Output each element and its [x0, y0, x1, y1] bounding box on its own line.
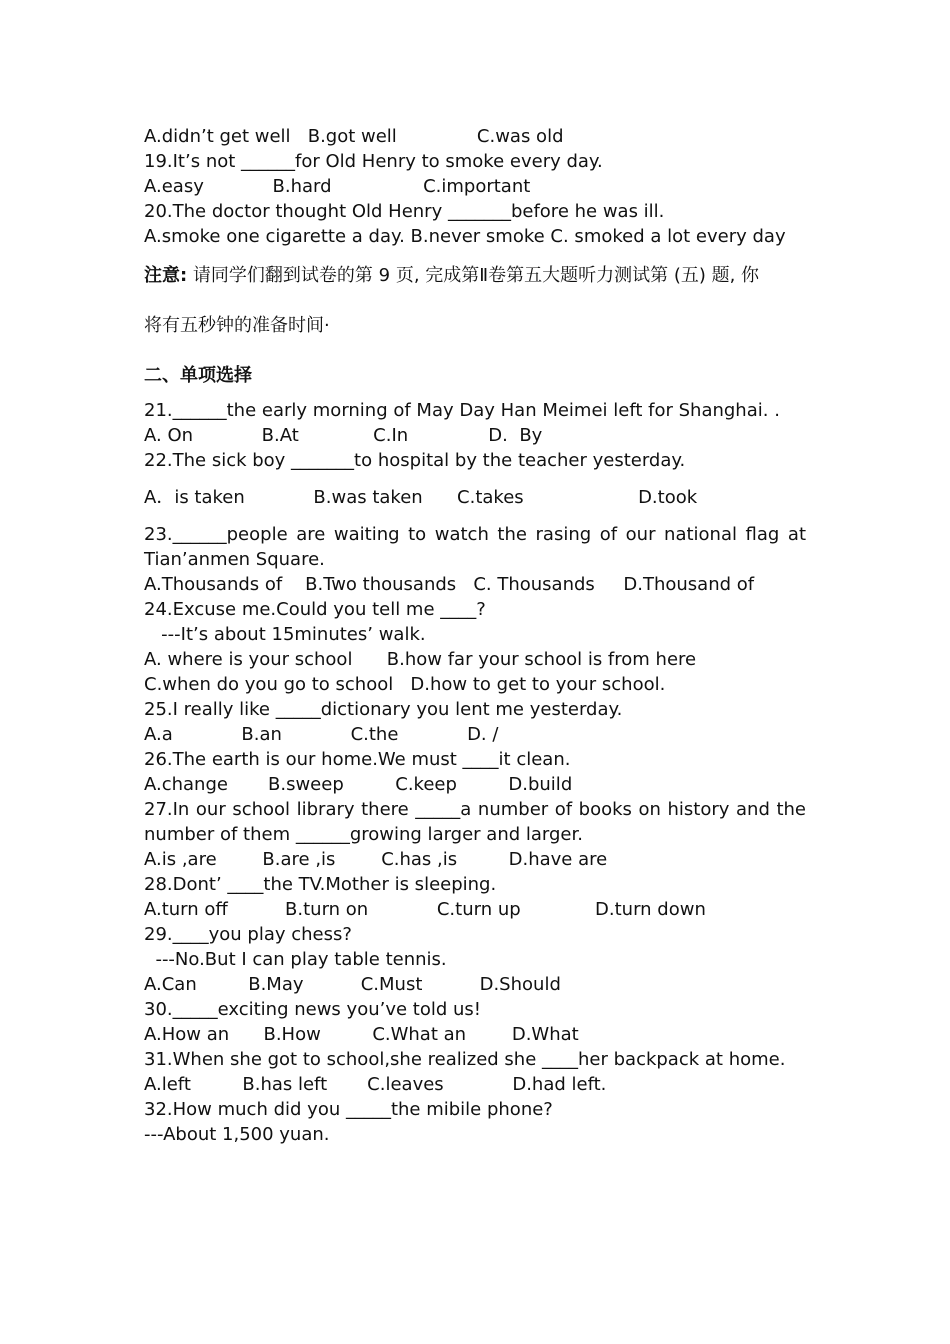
q27-question: 27.In our school library there _____a number of books on history and the number of them ______growing larger and larger.: [144, 799, 806, 845]
q24-options-cd: C.when do you go to school D.how to get to your school.: [144, 674, 666, 695]
q22-options: A．is taken B.was taken C.takes D.took: [144, 487, 698, 508]
q19-options: A.easy B.hard C.important: [144, 176, 531, 197]
q30-options: A.How an B.How C.What an D.What: [144, 1024, 579, 1045]
q25-options: A.a B.an C.the D. /: [144, 724, 499, 745]
q20-question: 20.The doctor thought Old Henry _______before he was ill.: [144, 201, 665, 222]
q24-question: 24.Excuse me.Could you tell me ____?: [144, 599, 486, 620]
q24-options-ab: A. where is your school B.how far your school is from here: [144, 649, 697, 670]
q26-options: A.change B.sweep C.keep D.build: [144, 774, 573, 795]
q25-question: 25.I really like _____dictionary you lent me yesterday.: [144, 699, 623, 720]
q28-options: A.turn off B.turn on C.turn up D.turn down: [144, 899, 706, 920]
section-title: 二、单项选择: [144, 365, 252, 386]
q22-question: 22.The sick boy _______to hospital by the teacher yesterday.: [144, 450, 686, 471]
note-label: 注意:: [144, 265, 188, 286]
q29-response: ---No.But I can play table tennis.: [144, 949, 447, 970]
q30-question: 30._____exciting news you’ve told us!: [144, 999, 481, 1020]
listening-note-line2: 将有五秒钟的准备时间·: [144, 315, 330, 336]
q20-options: A.smoke one cigarette a day. B.never smoke C. smoked a lot every day: [144, 226, 786, 247]
q21-options: A. On B.At C.In D. By: [144, 425, 543, 446]
exam-page: [144, 124, 806, 1147]
q32-question: 32.How much did you _____the mibile phone?: [144, 1099, 553, 1120]
q32-response: ---About 1,500 yuan.: [144, 1124, 330, 1145]
q29-options: A.Can B.May C.Must D.Should: [144, 974, 561, 995]
q18-options: A.didn’t get well B.got well C.was old: [144, 126, 564, 147]
q29-question: 29.____you play chess?: [144, 924, 352, 945]
q31-question: 31.When she got to school,she realized she ____her backpack at home.: [144, 1049, 786, 1070]
q23-options: A.Thousands of B.Two thousands C. Thousands D.Thousand of: [144, 574, 755, 595]
q26-question: 26.The earth is our home.We must ____it clean.: [144, 749, 571, 770]
q28-question: 28.Dont’ ____the TV.Mother is sleeping.: [144, 874, 497, 895]
note-text: 请同学们翻到试卷的第 9 页, 完成第Ⅱ卷第五大题听力测试第 (五) 题, 你: [187, 265, 760, 286]
q19-question: 19.It’s not ______for Old Henry to smoke every day.: [144, 151, 603, 172]
q31-options: A.left B.has left C.leaves D.had left.: [144, 1074, 607, 1095]
q23-question: 23.______people are waiting to watch the rasing of our national flag at Tian’anmen Square.: [144, 524, 806, 570]
listening-note: [144, 263, 806, 288]
q24-response: ---It’s about 15minutes’ walk.: [144, 624, 426, 645]
q27-options: A.is ,are B.are ,is C.has ,is D.have are: [144, 849, 608, 870]
q21-question: 21.______the early morning of May Day Han Meimei left for Shanghai. .: [144, 400, 780, 421]
